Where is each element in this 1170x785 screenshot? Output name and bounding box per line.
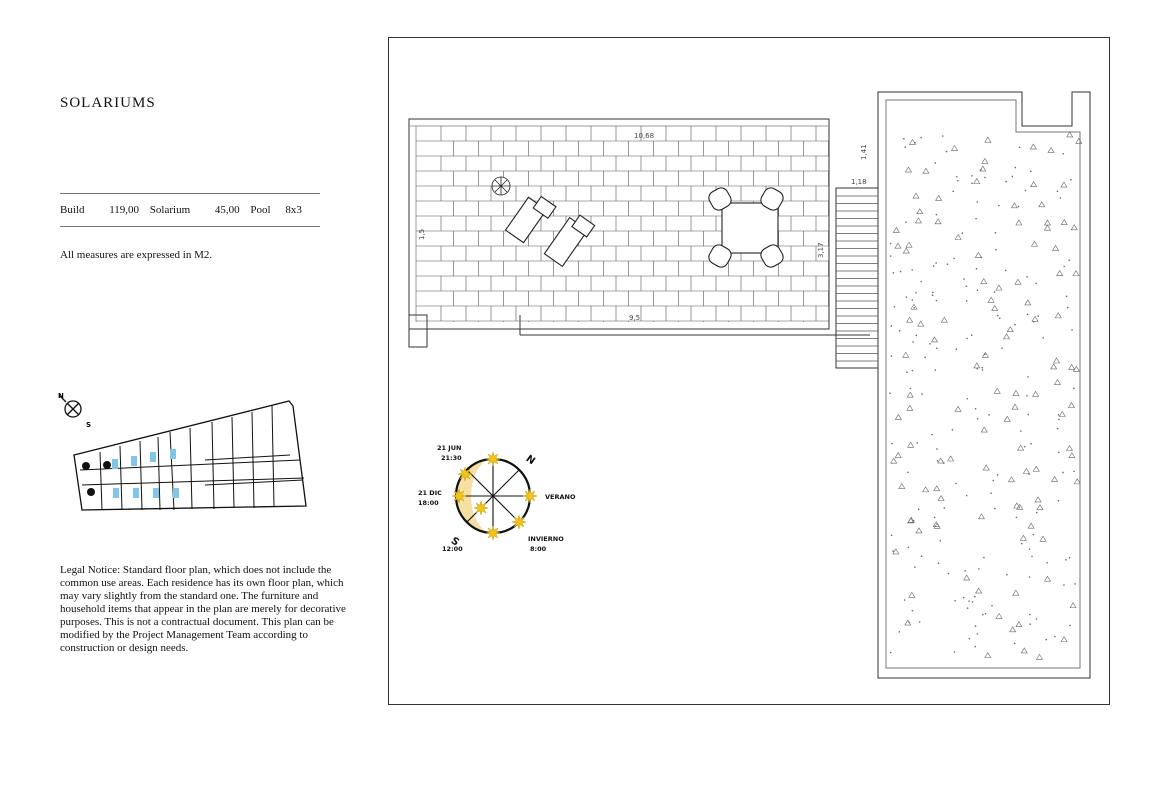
dim-top: 10,68 <box>634 132 655 140</box>
floor-plan <box>409 92 1090 678</box>
site-outline <box>74 401 306 510</box>
sunbed-left <box>506 196 556 242</box>
stair-steps <box>836 196 878 361</box>
build-value: 119,00 <box>109 204 140 216</box>
page-title: SOLARIUMS <box>60 95 156 111</box>
sun-diagram <box>452 452 537 540</box>
dim-small-b: 1,18 <box>851 178 867 186</box>
sunbed-right <box>544 215 594 266</box>
legal-notice: Legal Notice: Standard floor plan, which does not include the common use areas. Each residence has its own floor plan, which may vary slightly from the standard one. The furniture and household items that appear in the plan are merely for decorative purposes. This is not a contractual document. This plan can be modified by the Project Management Team according to construction or design needs. <box>60 564 346 654</box>
stairs <box>836 188 878 368</box>
compass-s: S <box>86 421 92 429</box>
pool-value: 8x3 <box>285 204 302 216</box>
compass-n: N <box>58 392 64 400</box>
terrace-notch <box>409 315 427 347</box>
sun-s-label: S <box>448 535 461 549</box>
winter-label: INVIERNO <box>528 535 564 543</box>
build-label: Build <box>60 204 85 216</box>
dim-left: 1,5 <box>418 228 426 240</box>
dic-date: 21 DIC <box>418 489 442 497</box>
dim-right: 3,17 <box>817 242 825 258</box>
noon-time: 12:00 <box>442 545 463 553</box>
parasol-icon <box>492 177 510 195</box>
summer-label: VERANO <box>545 493 576 501</box>
pool-label: Pool <box>250 204 271 216</box>
dim-small-a: 1,41 <box>860 144 868 160</box>
sun-n-label: N <box>523 453 537 468</box>
solarium-label: Solarium <box>149 204 191 216</box>
jun-time: 21:30 <box>441 454 462 462</box>
dining-table <box>706 185 785 269</box>
solarium-value: 45,00 <box>214 204 240 216</box>
winter-time: 8:00 <box>530 545 547 553</box>
jun-date: 21 JUN <box>437 444 462 452</box>
dic-time: 18:00 <box>418 499 439 507</box>
pool-outline <box>878 92 1090 678</box>
pool-texture <box>889 132 1082 659</box>
pool-inner <box>886 100 1080 668</box>
site-plan <box>74 401 306 510</box>
dim-bottom: 9,5 <box>629 314 641 322</box>
measures-note: All measures are expressed in M2. <box>60 249 213 261</box>
